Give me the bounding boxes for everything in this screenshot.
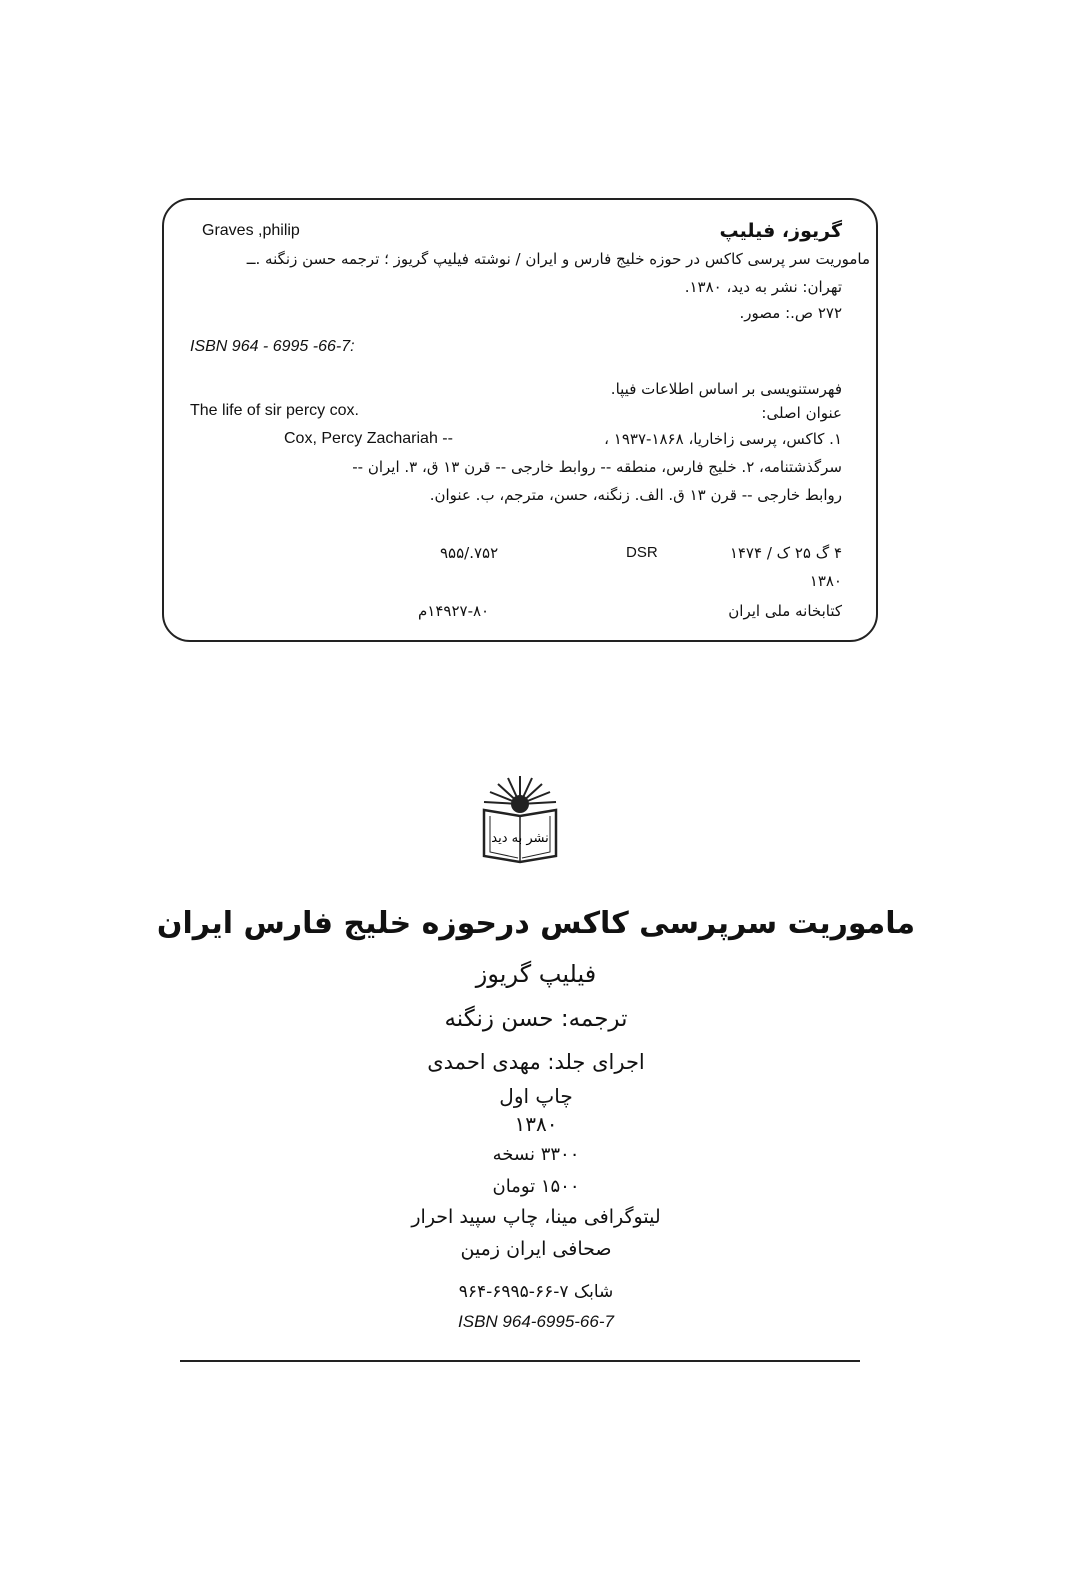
card-pages: ۲۷۲ ص.: مصور. xyxy=(739,304,842,322)
binding-credit: صحافی ايران زمين xyxy=(460,1238,612,1260)
card-dewey: ۹۵۵/.۷۵۲ xyxy=(440,544,499,562)
card-author-en: Graves ,philip xyxy=(202,222,300,239)
card-subject-1-en: Cox, Percy Zachariah -- xyxy=(284,430,453,447)
card-imprint: تهران: نشر به ديد، ۱۳۸۰. xyxy=(684,278,842,296)
print-run: ۳۳۰۰ نسخه xyxy=(492,1144,580,1165)
book-translator: ترجمه: حسن زنگنه xyxy=(444,1006,628,1032)
card-dsr: DSR xyxy=(626,544,658,561)
cover-design-credit: اجرای جلد: مهدی احمدی xyxy=(427,1050,645,1074)
card-class-year: ۱۳۸۰ xyxy=(809,572,842,590)
lithography-printing: ليتوگرافی مينا، چاپ سپيد احرار xyxy=(411,1206,661,1228)
card-library: کتابخانه ملی ايران xyxy=(728,602,842,620)
publication-year: ۱۳۸۰ xyxy=(514,1112,558,1136)
card-original-title-label: عنوان اصلی: xyxy=(761,404,842,422)
catalog-card xyxy=(162,198,878,642)
publisher-logo-icon xyxy=(474,770,566,866)
card-isbn: ISBN 964 - 6995 -66-7: xyxy=(190,338,355,355)
card-subject-2: سرگذشتنامه، ۲. خليج فارس، منطقه -- روابط خارجی -- قرن ۱۳ ق، ۳. ايران -- xyxy=(352,458,842,476)
card-subject-3: روابط خارجی -- قرن ۱۳ ق. الف. زنگنه، حسن، مترجم، ب. عنوان. xyxy=(429,486,842,504)
card-author-fa: گريوز، فيليپ xyxy=(719,220,842,242)
bottom-divider xyxy=(180,1360,860,1362)
price: ۱۵۰۰ تومان xyxy=(492,1176,580,1197)
card-title-statement: ماموريت سر پرسی کاکس در حوزه خليج فارس و ايران / نوشته فيليپ گريوز ؛ ترجمه حسن زنگنه .ــ xyxy=(246,250,870,268)
card-original-title-en: The life of sir percy cox. xyxy=(190,402,359,419)
book-author: فيليپ گريوز xyxy=(475,960,597,988)
isbn-number: ISBN 964-6995-66-7 xyxy=(458,1312,614,1331)
book-title: ماموريت سرپرسی کاکس درحوزه خليج فارس ايران xyxy=(156,906,916,941)
card-subject-1-fa: ۱. کاکس، پرسی زاخاريا، ۱۸۶۸-۱۹۳۷ ، xyxy=(604,430,842,448)
card-classification: ۴ گ ۲۵ ک / ۱۴۷۴ xyxy=(729,544,842,562)
svg-text:نشر به ديد: نشر به ديد xyxy=(491,831,549,846)
card-library-number: ۱۴۹۲۷-۸۰م xyxy=(418,602,490,620)
card-cataloging-note: فهرستنويسی بر اساس اطلاعات فيپا. xyxy=(610,380,842,398)
edition: چاپ اول xyxy=(499,1084,573,1108)
shabak-number: شابک ۷-۶۶-۶۹۹۵-۹۶۴ xyxy=(458,1282,614,1302)
